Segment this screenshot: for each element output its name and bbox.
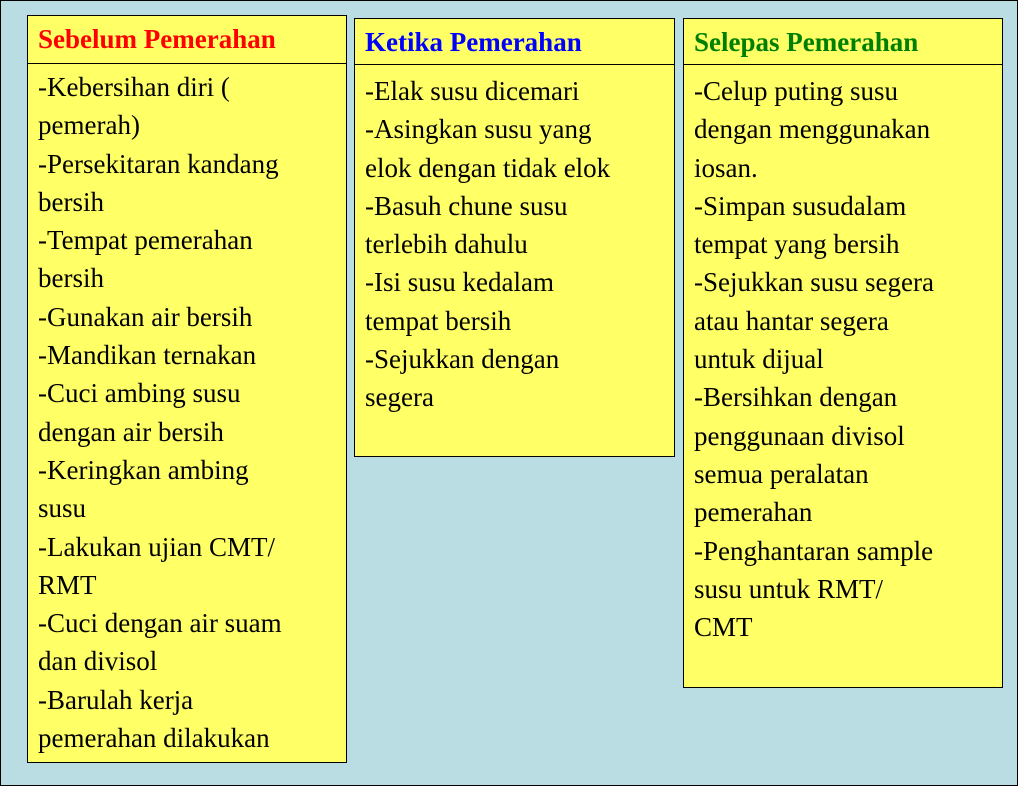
list-line: semua peralatan bbox=[694, 458, 869, 489]
list-line: pemerahan bbox=[694, 497, 813, 528]
column-title-ketika: Ketika Pemerahan bbox=[355, 19, 674, 65]
list-line: terlebih dahulu bbox=[365, 229, 528, 260]
list-line: -Tempat pemerahan bbox=[38, 225, 253, 256]
list-line: tempat bersih bbox=[365, 305, 512, 336]
list-line: -Sejukkan dengan bbox=[365, 344, 560, 375]
list-line: -Keringkan ambing bbox=[38, 454, 249, 485]
list-line: segera bbox=[365, 382, 434, 413]
column-title-sebelum: Sebelum Pemerahan bbox=[28, 16, 346, 64]
list-line: -Mandikan ternakan bbox=[38, 340, 257, 371]
list-line: bersih bbox=[38, 263, 104, 294]
list-line: iosan. bbox=[694, 152, 758, 183]
list-line: -Cuci ambing susu bbox=[38, 378, 241, 409]
list-line: -Barulah kerja bbox=[38, 684, 194, 715]
list-line: pemerah) bbox=[38, 110, 140, 141]
list-line: -Lakukan ujian CMT/ bbox=[38, 531, 275, 562]
list-line: -Basuh chune susu bbox=[365, 190, 568, 221]
list-line: -Gunakan air bersih bbox=[38, 301, 253, 332]
column-body-selepas bbox=[684, 65, 1002, 646]
list-line: -Simpan susudalam bbox=[694, 190, 907, 221]
list-line: -Penghantaran sample bbox=[694, 535, 934, 566]
list-line: CMT bbox=[694, 612, 753, 643]
column-title-selepas: Selepas Pemerahan bbox=[684, 19, 1002, 65]
list-line: dan divisol bbox=[38, 646, 158, 677]
column-ketika-pemerahan bbox=[354, 18, 675, 457]
column-body-ketika bbox=[355, 65, 674, 417]
list-line: penggunaan divisol bbox=[694, 420, 905, 451]
column-sebelum-pemerahan bbox=[27, 15, 347, 763]
list-line: RMT bbox=[38, 569, 97, 600]
list-line: dengan menggunakan bbox=[694, 114, 931, 145]
list-line: susu untuk RMT/ bbox=[694, 573, 884, 604]
list-line: -Kebersihan diri ( bbox=[38, 72, 230, 102]
list-line: bersih bbox=[38, 186, 104, 217]
list-line: -Bersihkan dengan bbox=[694, 382, 898, 413]
list-line: pemerahan dilakukan bbox=[38, 723, 270, 754]
list-line: -Cuci dengan air suam bbox=[38, 608, 282, 639]
list-line: -Isi susu kedalam bbox=[365, 267, 554, 298]
list-line: untuk dijual bbox=[694, 344, 824, 375]
list-line: elok dengan tidak elok bbox=[365, 152, 611, 183]
list-line: tempat yang bersih bbox=[694, 229, 900, 260]
column-body-sebelum bbox=[28, 64, 346, 757]
list-line: atau hantar segera bbox=[694, 305, 889, 336]
column-selepas-pemerahan bbox=[683, 18, 1003, 688]
list-line: -Sejukkan susu segera bbox=[694, 267, 934, 298]
list-line: -Elak susu dicemari bbox=[365, 76, 580, 106]
list-line: -Asingkan susu yang bbox=[365, 114, 592, 145]
list-line: -Persekitaran kandang bbox=[38, 148, 279, 179]
list-line: susu bbox=[38, 493, 87, 524]
list-line: -Celup puting susu bbox=[694, 76, 899, 106]
list-line: dengan air bersih bbox=[38, 416, 224, 447]
